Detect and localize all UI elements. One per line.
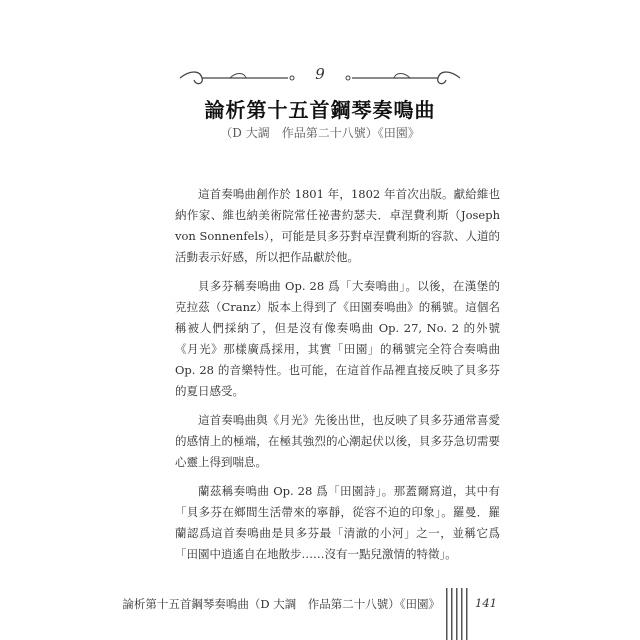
paragraph-3: 這首奏鳴曲與《月光》先後出世，也反映了貝多芬通常喜愛的感情上的極端，在極其強烈的心潮起伏以後，貝多芬急切需要心靈上得到喘息。	[175, 413, 500, 469]
chapter-subtitle: （D 大調 作品第二十八號）《田園》	[220, 126, 420, 140]
paragraph-1: 這首奏鳴曲創作於 1801 年，1802 年首次出版。獻給維也納作家、維也納美術院常任祕書約瑟夫．卓涅費利斯（Joseph von Sonnenfels），可能是貝多芬對卓涅費利斯的容款、人道的活動表示好感，所以把作品獻於他。	[175, 187, 500, 264]
running-title: 論析第十五首鋼琴奏鳴曲（D 大調 作品第二十八號）《田園》	[122, 597, 440, 611]
paragraph-4: 蘭茲稱奏鳴曲 Op. 28 爲「田園詩」。那蓋爾寫道，其中有「貝多芬在鄉間生活帶來的寧靜，從容不迫的印象」。羅曼．羅蘭認爲這首奏鳴曲是貝多芬最「清澈的小河」之一，並稱它爲「田園中逍遙自在地散步……沒有一點兒激情的特徵」。	[175, 484, 500, 561]
paragraph-2: 貝多芬稱奏鳴曲 Op. 28 爲「大奏鳴曲」。以後，在漢堡的克拉茲（Cranz）版本上得到了《田園奏鳴曲》的稱號。這個名稱被人們採納了，但是沒有像奏鳴曲 Op. 27, No. 2 的外號《月光》那樣廣爲採用，其實「田園」的稱號完全符合奏鳴曲 Op. 28 的音樂特性。也可能，在這首作品裡直接反映了貝多芬的夏日感受。	[175, 279, 500, 398]
page-number: 141	[475, 596, 497, 610]
footer-bars-decoration	[446, 588, 470, 640]
chapter-number: 9	[315, 65, 325, 83]
chapter-title: 論析第十五首鋼琴奏鳴曲	[204, 98, 436, 122]
body-text	[175, 184, 500, 573]
